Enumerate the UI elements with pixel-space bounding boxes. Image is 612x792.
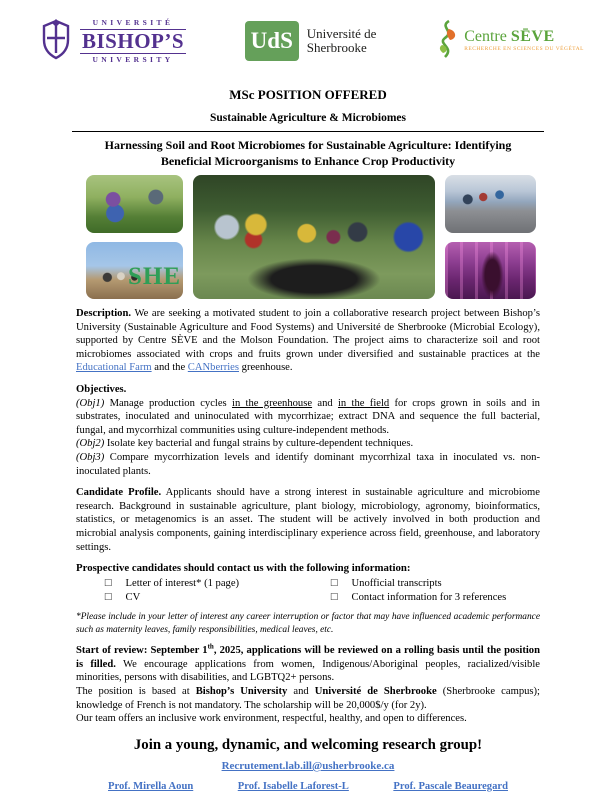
checklist-item-letter: Letter of interest* (1 page) <box>125 578 240 590</box>
prof-pascale-beauregard-link[interactable]: Prof. Pascale Beauregard <box>393 780 508 792</box>
uds-name-line2: Sherbrooke <box>306 40 367 55</box>
bishops-crest-icon <box>38 18 74 65</box>
location-bold-uds: Université de Sherbrooke <box>314 686 437 698</box>
recruitment-email-link[interactable]: Recrutement.lab.ill@usherbrooke.ca <box>221 759 395 772</box>
location-paragraph <box>76 685 540 712</box>
seve-name <box>464 29 584 45</box>
review-bold-2: , 2025, applications will be reviewed on a rolling basis until the position is filled. <box>76 645 540 670</box>
list-item <box>104 577 330 591</box>
objectives-section <box>76 383 540 478</box>
position-title: MSc POSITION OFFERED <box>229 87 387 102</box>
checklist-item-transcripts: Unofficial transcripts <box>351 578 442 590</box>
project-title <box>76 137 540 169</box>
seve-name-bold: SĒVE <box>510 28 555 46</box>
checklist-column-2 <box>330 577 540 605</box>
objective-1-text-c: for crops grown in soils and in substrates, inoculated and uninoculated with mycorrhizae; extract DNA and sequence the full bacterial, fungal, and mycorrhizal communities using culture-independent methods. <box>76 397 540 436</box>
join-headline: Join a young, dynamic, and welcoming research group! <box>133 736 483 753</box>
checkbox-icon: ☐ <box>330 579 339 590</box>
photo-group-rocks <box>445 175 536 233</box>
seve-tagline: RECHERCHE EN SCIENCES DU VÉGÉTAL <box>464 46 584 53</box>
logo-row <box>0 0 612 70</box>
description-label: Description. <box>76 308 132 319</box>
email-row <box>76 756 540 774</box>
objective-2 <box>76 437 540 451</box>
objective-3-text: Compare mycorrhization levels and identify dominant mycorrhizal taxa in inoculated vs. non-inoculated plants. <box>76 451 540 477</box>
uds-logo <box>245 21 377 61</box>
bishops-university-logo <box>38 17 186 65</box>
seve-name-regular: Centre <box>464 28 511 46</box>
checklist <box>104 577 540 605</box>
educational-farm-link[interactable]: Educational Farm <box>76 362 152 374</box>
list-item <box>330 591 540 605</box>
review-bold-1: Start of review: September 1 <box>76 645 208 657</box>
position-subtitle: Sustainable Agriculture & Microbiomes <box>209 112 407 124</box>
objective-1-tag: (Obj1) <box>76 397 105 409</box>
prof-isabelle-laforest-link[interactable]: Prof. Isabelle Laforest-L <box>237 780 349 792</box>
objective-3-tag: (Obj3) <box>76 451 105 463</box>
project-title-line2: Beneficial Microorganisms to Enhance Crop Productivity <box>160 154 456 168</box>
bishops-line-name: BISHOP’S <box>82 28 185 53</box>
description-text-3: greenhouse. <box>239 362 293 374</box>
objective-1 <box>76 397 540 438</box>
photo-group-sign <box>86 242 183 300</box>
description-text-2: and the <box>151 362 188 374</box>
checklist-item-references: Contact information for 3 references <box>351 592 507 604</box>
location-bold-bishops: Bishop’s University <box>195 686 288 698</box>
project-title-line1: Harnessing Soil and Root Microbiomes for Sustainable Agriculture: Identifying <box>104 138 512 152</box>
seve-leaf-icon <box>435 19 459 64</box>
candidate-profile-paragraph <box>76 486 540 554</box>
bishops-line-university: UNIVERSITY <box>92 54 174 64</box>
letter-footnote: *Please include in your letter of interest any career interruption or factor that may have influenced academic performance such as maternity leaves, family responsibilities, medical leaves, etc. <box>76 612 540 635</box>
location-text-c: and <box>287 686 315 698</box>
uds-name-line1: Université de <box>306 26 377 42</box>
checklist-column-1 <box>104 577 330 605</box>
location-text-d: (Sherbrooke campus); knowledge of French is not mandatory. The scholarship will be 20,000$/y (for 2y). <box>76 686 541 711</box>
objective-2-text: Isolate key bacterial and fungal strains by culture-dependent techniques. <box>104 438 414 450</box>
checklist-item-cv: CV <box>125 592 141 604</box>
photo-column-right <box>445 175 536 299</box>
photo-greenhouse-purple <box>445 242 536 300</box>
review-superscript-text: th <box>207 642 214 651</box>
team-line: Our team offers an inclusive work environment, respectful, healthy, and open to differences. <box>76 713 467 725</box>
objective-3 <box>76 451 540 478</box>
photo-column-left <box>86 175 183 299</box>
description-paragraph <box>76 307 540 375</box>
objective-1-underline-greenhouse: in the greenhouse <box>232 397 313 409</box>
checklist-heading: Prospective candidates should contact us with the following information: <box>76 562 411 575</box>
objective-1-text-b: and <box>312 397 338 409</box>
list-item <box>104 591 330 605</box>
description-text-1: We are seeking a motivated student to join a collaborative research project between Bishop’s University (Sustainable Agriculture and Food Systems) and Université de Sherbrooke (Microbial Ecology), supported by Centre SÈVE and the Molson Foundation. The project aims to characterize soil and root microbiomes associated with crops and fruits grown under diversified and sustainable practices at the <box>76 308 540 360</box>
objectives-label <box>76 383 540 397</box>
objective-2-tag: (Obj2) <box>76 438 105 450</box>
objectives-label-text: Objectives. <box>76 383 127 395</box>
checkbox-icon: ☐ <box>330 593 339 604</box>
review-text: We encourage applications from women, Indigenous/Aboriginal peoples, racialized/visible minorities, persons with disabilities, and LGBTQ2+ persons. <box>76 658 540 684</box>
review-paragraph <box>76 644 540 685</box>
candidate-profile-label: Candidate Profile. <box>76 487 162 499</box>
photo-main-group-wheelbarrow <box>193 175 435 299</box>
photo-field-work <box>86 175 183 233</box>
seve-wordmark <box>464 29 584 52</box>
bishops-line-universite: UNIVERSITÉ <box>92 18 174 27</box>
location-text-a: The position is based at <box>76 686 196 698</box>
list-item <box>330 577 540 591</box>
professor-links-row <box>76 781 540 792</box>
uds-abbr-icon: UdS <box>245 21 299 61</box>
photo-collage <box>86 175 536 299</box>
uds-name <box>307 27 377 54</box>
checkbox-icon: ☐ <box>104 593 113 604</box>
canberries-link[interactable]: CANberries <box>187 362 239 374</box>
header-divider <box>72 131 544 132</box>
photo-sign-letters: SHE <box>127 263 181 291</box>
candidate-profile-text: Applicants should have a strong interest in sustainable agriculture and microbiome research. Background in sustainable agriculture, plant biology, microbiology, agronomy, bioinformatics, statistics, or metagenomics is an asset. The student will be actively involved in both production and microbial analysis components, gaining interdisciplinary experience across field, greenhouse, and laboratory settings. <box>76 487 540 553</box>
prof-mirella-aoun-link[interactable]: Prof. Mirella Aoun <box>108 780 194 792</box>
objective-1-text-a: Manage production cycles <box>104 397 232 409</box>
centre-seve-logo <box>435 19 584 64</box>
objective-1-underline-field: in the field <box>337 397 390 409</box>
document-body <box>0 87 612 792</box>
bishops-wordmark <box>80 17 186 65</box>
checkbox-icon: ☐ <box>104 579 113 590</box>
